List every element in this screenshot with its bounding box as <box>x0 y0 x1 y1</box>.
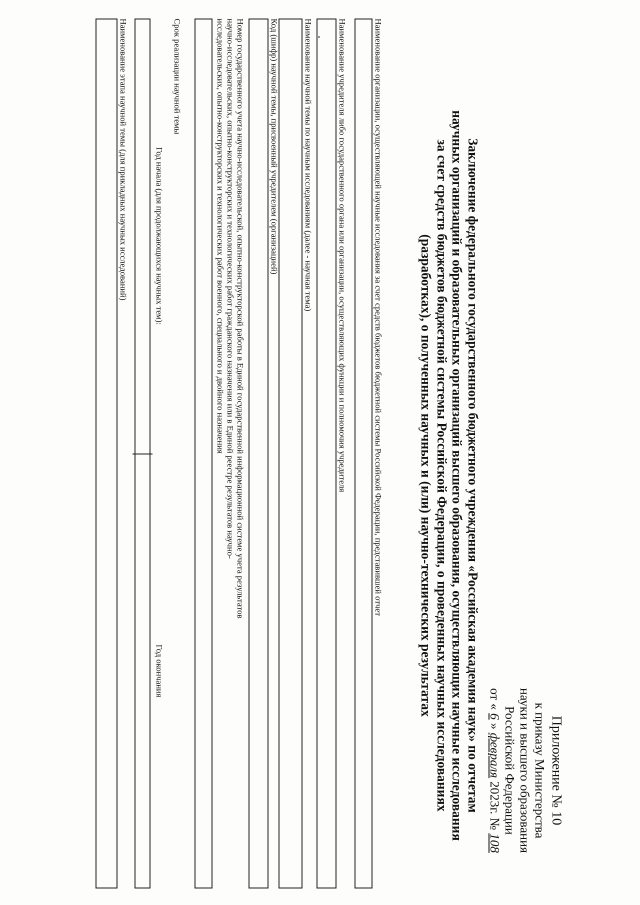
date-prefix: от « <box>487 687 502 710</box>
org-name-box[interactable] <box>354 18 372 888</box>
end-year-label: Год окончания <box>154 643 164 697</box>
theme-code-label: Код (шифр) научной темы, присвоенный учредителем (организацией) <box>269 18 279 274</box>
number-prefix: № <box>487 817 502 830</box>
reg-number-line: исследовательских, опытно-конструкторских и технологических работ военного, специального и двойного назначения <box>215 18 225 454</box>
stage-name-box[interactable] <box>95 18 117 888</box>
reg-number-label <box>215 18 245 888</box>
date-day: 6 <box>487 712 502 720</box>
appendix-line: Российской Федерации <box>502 705 517 835</box>
period-divider <box>132 453 152 454</box>
stage-name-label: Наименование этапа научной темы (для прикладных научных исследований) <box>118 18 128 300</box>
heading-line: Заключение федерального государственного бюджетного учреждения «Российская академия наук» по отчетам <box>465 137 480 813</box>
appendix-date-line <box>487 650 502 890</box>
start-year-label: Год начала (для продолжающихся научных тем): <box>154 146 164 325</box>
theme-name-box[interactable] <box>278 18 302 888</box>
heading-line: (разработках), о полученных научных и (или) научно-технических результатах <box>418 233 434 717</box>
reg-number-line: Номер государственного учета научно-исследовательской, опытно-конструкторской работы в Единой государственной информационной системе учета результатов <box>235 18 245 618</box>
appendix-title: Приложение № 10 <box>548 715 563 825</box>
founder-name-box[interactable] <box>316 18 336 888</box>
appendix-line: науки и высшего образования <box>517 687 532 853</box>
date-month: февраля <box>487 732 502 778</box>
order-number: 108 <box>487 832 502 853</box>
reg-number-box[interactable] <box>194 18 212 888</box>
date-quote: » <box>487 722 502 729</box>
heading-line: за счет средств бюджетов бюджетной системы Российской Федерации, о проведенных научных исследованиях <box>434 138 449 812</box>
period-label: Срок реализации научной темы <box>172 18 182 134</box>
document-heading <box>418 60 480 890</box>
theme-code-box[interactable] <box>248 18 268 888</box>
founder-name-label: Наименование учредителя либо государственного органа или организации, осуществляющих функции и полномочия учредителя <box>337 18 347 492</box>
date-year: 2023г. <box>487 780 502 814</box>
appendix-block <box>487 650 564 890</box>
appendix-line: к приказу Министерства <box>532 702 547 838</box>
reg-number-line: научно-исследовательских, опытно-конструкторских и технологических работ гражданского назначения или в Единой реестре результатов научно- <box>225 18 235 559</box>
heading-line: научных организаций и образовательных организаций высшего образования, осуществляющих научные исследования <box>449 109 465 841</box>
theme-name-label: Наименование научной темы по научным исследованиям (далее - научная тема) <box>303 18 313 311</box>
org-name-label: Наименование организации, осуществляющей научные исследования за счет средств бюджетов бюджетной системы Российской Федерации, представившей отчет <box>373 18 383 616</box>
